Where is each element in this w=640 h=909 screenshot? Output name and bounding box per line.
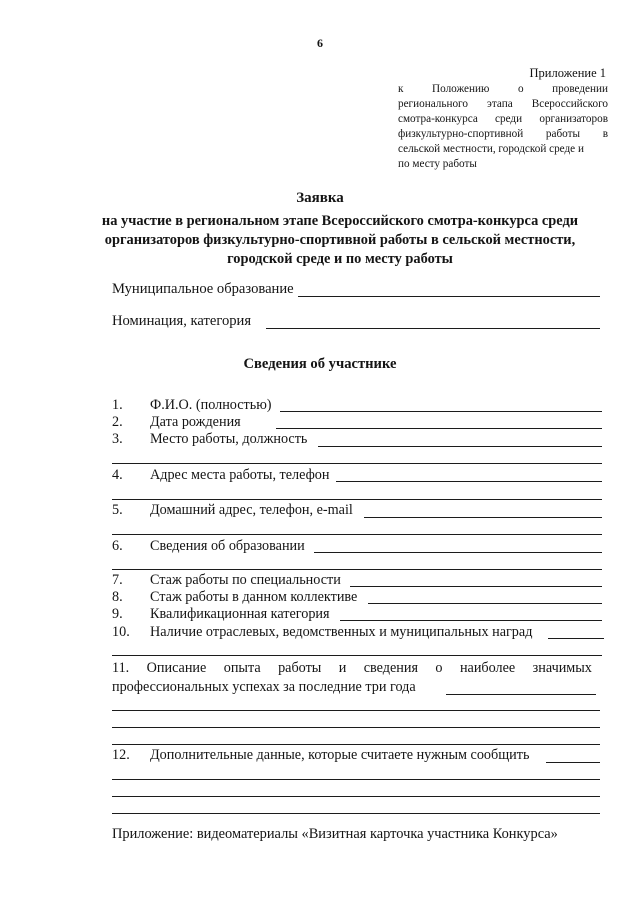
item-word: Описание <box>146 660 207 676</box>
awards-field[interactable] <box>548 638 604 639</box>
item-number: 5. <box>112 502 123 518</box>
item-label: Наличие отраслевых, ведомственных и муниципальных наград <box>150 624 533 640</box>
item-number: 9. <box>112 606 123 622</box>
item-number: 12. <box>112 747 130 763</box>
item-label: Стаж работы по специальности <box>150 572 341 588</box>
annex-line: смотра-конкурса среди организаторов <box>398 113 608 125</box>
education-field[interactable] <box>314 552 602 553</box>
item-number: 6. <box>112 538 123 554</box>
section-title: Сведения об участнике <box>243 356 397 372</box>
item-word: о <box>435 660 443 676</box>
work-address-field[interactable] <box>336 481 602 482</box>
item-word: работы <box>278 660 322 676</box>
subtitle-line: на участие в региональном этапе Всероссийского смотра-конкурса среди <box>101 213 579 229</box>
annex-title: Приложение 1 <box>529 66 606 80</box>
page-number: 6 <box>317 36 323 50</box>
nomination-field[interactable] <box>266 328 600 329</box>
subtitle-line: организаторов физкультурно-спортивной работы в сельской местности, <box>104 232 576 248</box>
additional-data-line[interactable] <box>112 796 600 797</box>
additional-data-line[interactable] <box>112 813 600 814</box>
experience-field[interactable] <box>350 586 602 587</box>
team-experience-field[interactable] <box>368 603 602 604</box>
nomination-label: Номинация, категория <box>112 313 252 329</box>
item-label: Адрес места работы, телефон <box>150 467 330 483</box>
annex-reference <box>398 82 608 172</box>
additional-data-field[interactable] <box>546 762 600 763</box>
item-label: Домашний адрес, телефон, e-mail <box>150 502 353 518</box>
item-number: 7. <box>112 572 123 588</box>
item-number: 8. <box>112 589 123 605</box>
awards-field-extra[interactable] <box>112 655 602 656</box>
item-11-first-line <box>112 660 592 677</box>
item-word: значимых <box>532 660 592 676</box>
item-label: Место работы, должность <box>150 431 308 447</box>
document-title: Заявка <box>296 190 344 206</box>
item-word: сведения <box>363 660 418 676</box>
item-label: Дополнительные данные, которые считаете нужным сообщить <box>150 747 530 763</box>
item-number: 4. <box>112 467 123 483</box>
annex-line: физкультурно-спортивной работы в <box>398 128 608 140</box>
item-label-line2: профессиональных успехах за последние три года <box>112 679 416 695</box>
item-number: 1. <box>112 397 123 413</box>
home-address-field-extra[interactable] <box>112 534 602 535</box>
municipality-label: Муниципальное образование <box>112 281 294 297</box>
item-label: Квалификационная категория <box>150 606 330 622</box>
annex-line: к Положению о проведении <box>398 83 608 95</box>
annex-line: сельской местности, городской среде и <box>398 143 584 155</box>
additional-data-line[interactable] <box>112 779 600 780</box>
workplace-field-extra[interactable] <box>112 463 602 464</box>
item-number: 2. <box>112 414 123 430</box>
education-field-extra[interactable] <box>112 569 602 570</box>
annex-line: регионального этапа Всероссийского <box>398 98 608 110</box>
birthdate-field[interactable] <box>276 428 602 429</box>
item-label: Сведения об образовании <box>150 538 305 554</box>
item-label: Дата рождения <box>150 414 241 430</box>
home-address-field[interactable] <box>364 517 602 518</box>
item-word: и <box>338 660 347 676</box>
experience-description-field[interactable] <box>446 694 596 695</box>
document-subtitle <box>80 212 600 269</box>
fio-field[interactable] <box>280 411 602 412</box>
item-number: 3. <box>112 431 123 447</box>
experience-description-line[interactable] <box>112 744 600 745</box>
item-label: Ф.И.О. (полностью) <box>150 397 272 413</box>
item-word: наиболее <box>459 660 516 676</box>
annex-line: по месту работы <box>398 158 477 170</box>
qualification-field[interactable] <box>340 620 602 621</box>
item-number: 10. <box>112 624 130 640</box>
attachment-note: Приложение: видеоматериалы «Визитная карточка участника Конкурса» <box>112 826 558 842</box>
experience-description-line[interactable] <box>112 710 600 711</box>
experience-description-line[interactable] <box>112 727 600 728</box>
item-label: Стаж работы в данном коллективе <box>150 589 358 605</box>
subtitle-line: городской среде и по месту работы <box>227 251 453 267</box>
item-number: 11. <box>112 660 130 676</box>
item-word: опыта <box>223 660 261 676</box>
workplace-field[interactable] <box>318 446 602 447</box>
work-address-field-extra[interactable] <box>112 499 602 500</box>
municipality-field[interactable] <box>298 296 600 297</box>
